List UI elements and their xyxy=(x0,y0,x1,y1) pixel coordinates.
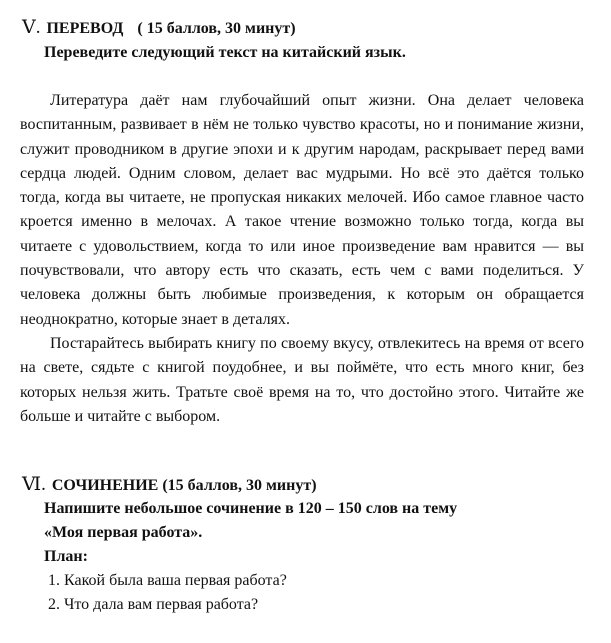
plan-label: План: xyxy=(44,548,88,565)
section-6-title: СОЧИНЕНИЕ xyxy=(51,477,159,494)
section-6-heading xyxy=(22,474,317,497)
translation-paragraph-1: Литература даёт нам глубочайший опыт жизни. Она делает человека воспитанным, развивает в нём не только чувство красоты, но и понимание жизни, служит проводником в другие эпохи и к другим народам, раскрывает перед вами сердца людей. Одним словом, делает вас мудрыми. Но всё это даётся только тогда, когда вы читаете, не пропуская никаких мелочей. Ибо самое главное часто кроется именно в мелочах. А такое чтение возможно только тогда, когда вы читаете с удовольствием, когда то или иное произведение вам нравится — вы почувствовали, что автору есть что сказать, есть чем с вами поделиться. У человека должны быть любимые произведения, к которым он обращается неоднократно, которые знает в деталях. xyxy=(20,92,584,328)
section-5-numeral: Ⅴ. xyxy=(22,17,41,38)
plan-item-1: 1. Какой была ваша первая работа? xyxy=(48,572,287,589)
essay-topic: «Моя первая работа». xyxy=(44,524,203,541)
section-6-meta: (15 баллов, 30 минут) xyxy=(162,477,317,494)
plan-item-2: 2. Что дала вам первая работа? xyxy=(48,596,259,613)
section-6-numeral: Ⅵ. xyxy=(22,474,46,495)
translation-paragraph-2: Постарайтесь выбирать книгу по своему вкусу, отвлекитесь на время от всего на свете, сядьте с книгой поудобнее, и вы поймёте, что есть много книг, без которых нельзя жить. Тратьте своё время на то, что достойно этого. Читайте же больше и читайте с выбором. xyxy=(20,334,584,425)
section-6-instruction: Напишите небольшое сочинение в 120 – 150 слов на тему xyxy=(44,500,458,517)
section-5-heading xyxy=(22,17,296,40)
section-5-meta: ( 15 баллов, 30 минут) xyxy=(137,20,296,37)
section-5-title: ПЕРЕВОД xyxy=(46,20,124,37)
section-5-instruction: Переведите следующий текст на китайский язык. xyxy=(44,44,406,61)
translation-text xyxy=(20,89,584,429)
